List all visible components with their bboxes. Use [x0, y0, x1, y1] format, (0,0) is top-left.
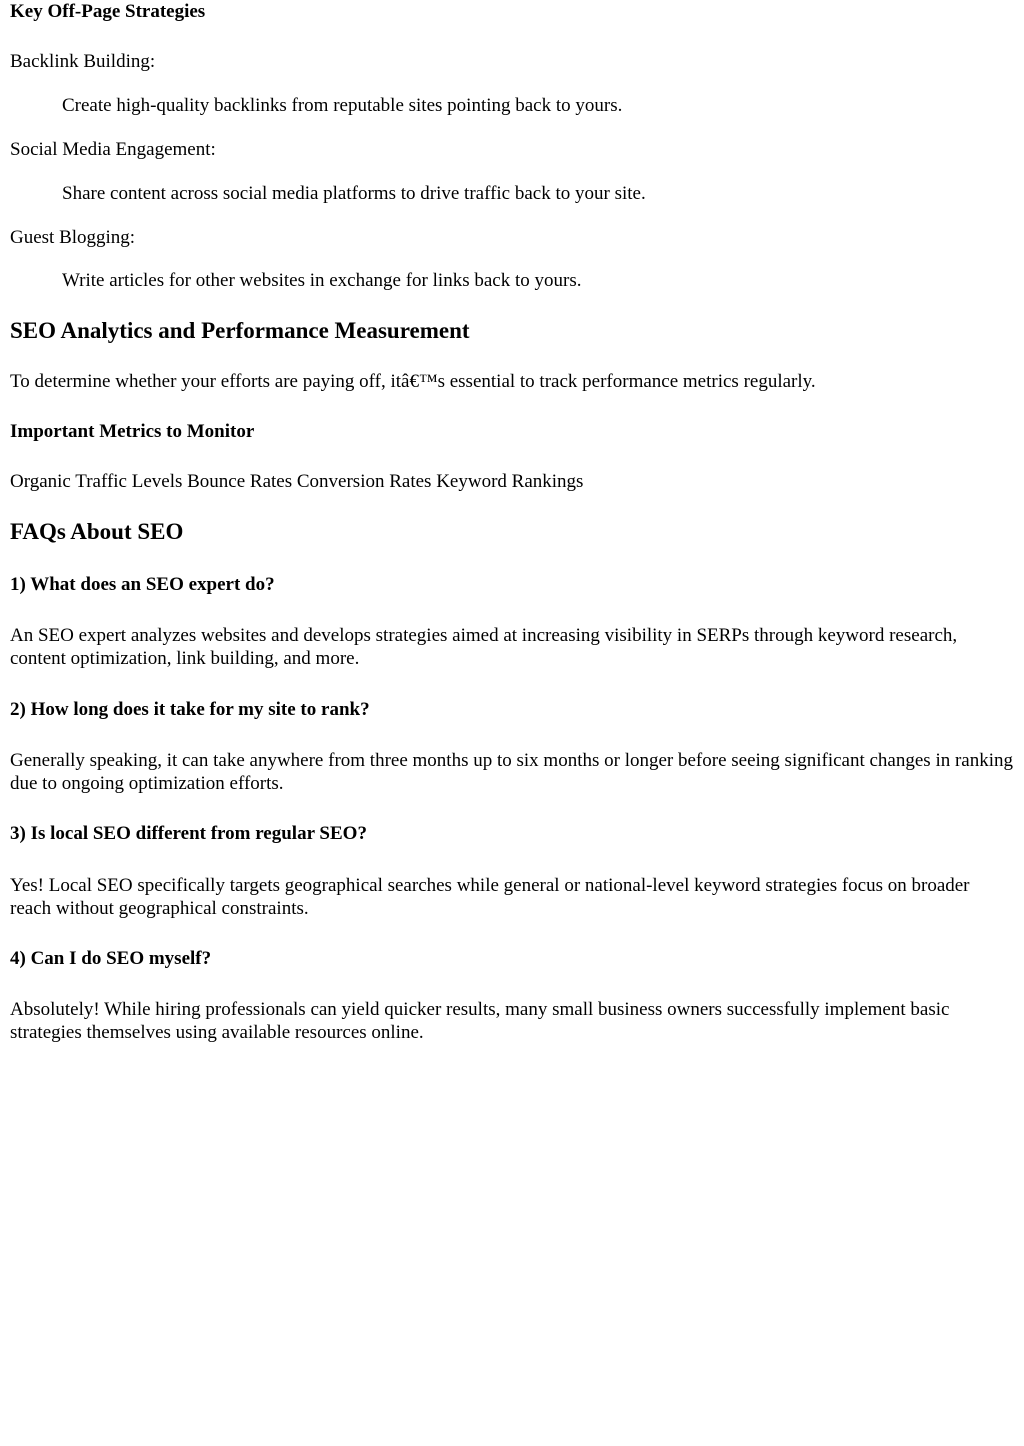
faq-answer-1: An SEO expert analyzes websites and develops strategies aimed at increasing visibility in SERPs through keyword research, content optimization, link building, and more. [10, 625, 958, 669]
faq-question-2: 2) How long does it take for my site to rank? [10, 699, 370, 720]
strategy-term-backlink: Backlink Building: [10, 51, 156, 72]
analytics-heading: SEO Analytics and Performance Measurement [10, 318, 470, 343]
faqs-heading: FAQs About SEO [10, 519, 184, 544]
strategy-term-guest: Guest Blogging: [10, 227, 136, 248]
strategy-desc-social: Share content across social media platforms to drive traffic back to your site. [62, 183, 646, 204]
faq-question-3: 3) Is local SEO different from regular SEO? [10, 823, 367, 844]
offpage-heading: Key Off-Page Strategies [10, 1, 206, 22]
strategy-term-social: Social Media Engagement: [10, 139, 216, 160]
metrics-heading: Important Metrics to Monitor [10, 421, 255, 442]
faq-question-1: 1) What does an SEO expert do? [10, 574, 275, 595]
metrics-list: Organic Traffic Levels Bounce Rates Conversion Rates Keyword Rankings [10, 471, 584, 492]
faq-answer-3: Yes! Local SEO specifically targets geographical searches while general or national-level keyword strategies focus on broader reach without geographical constraints. [10, 875, 970, 919]
strategy-desc-backlink: Create high-quality backlinks from reputable sites pointing back to yours. [62, 95, 623, 116]
strategy-desc-guest: Write articles for other websites in exchange for links back to yours. [62, 270, 582, 291]
analytics-intro: To determine whether your efforts are paying off, itâ€™s essential to track performance metrics regularly. [10, 371, 816, 392]
faq-answer-2: Generally speaking, it can take anywhere from three months up to six months or longer before seeing significant changes in ranking due to ongoing optimization efforts. [10, 750, 1014, 794]
faq-question-4: 4) Can I do SEO myself? [10, 948, 212, 969]
faq-answer-4: Absolutely! While hiring professionals can yield quicker results, many small business owners successfully implement basic strategies themselves using available resources online. [10, 999, 950, 1043]
